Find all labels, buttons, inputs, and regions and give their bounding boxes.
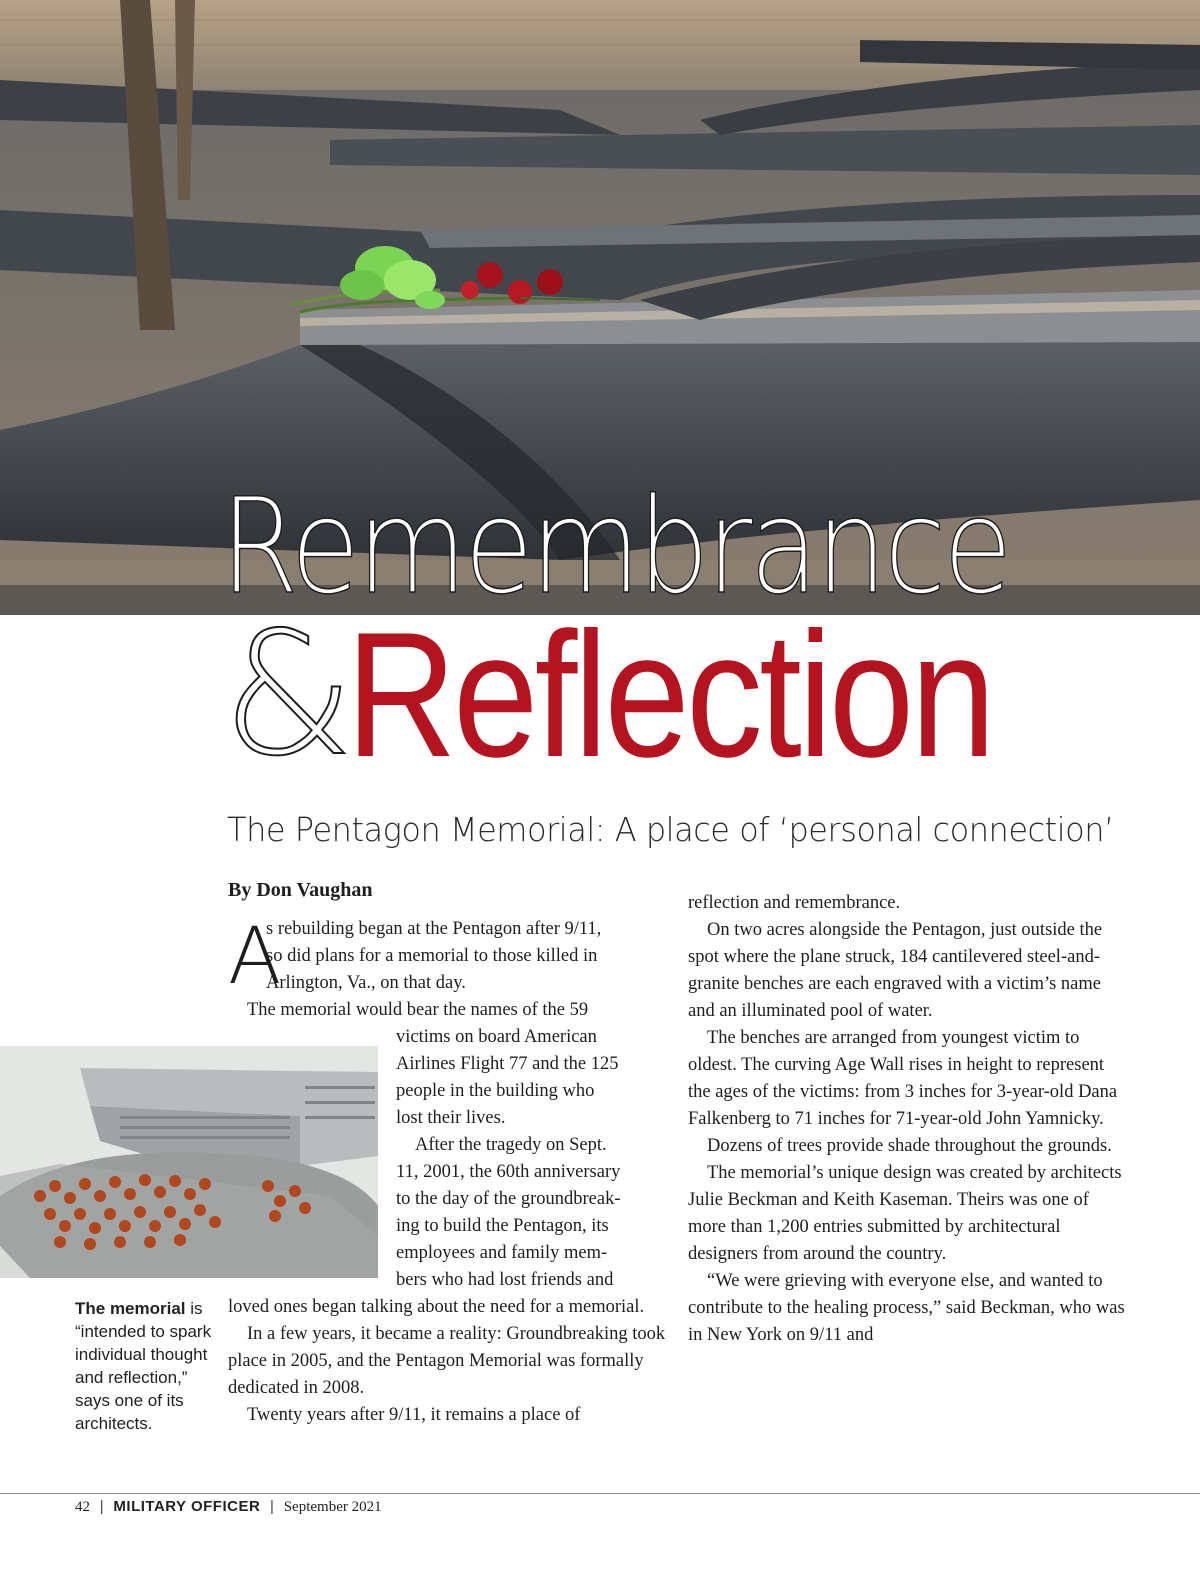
paragraph: In a few years, it became a reality: Groundbreaking took place in 2005, and the Pentagon Memorial was formally dedicated in 2008. <box>228 1324 666 1398</box>
memorial-model-photo <box>0 1046 378 1278</box>
page-number: 42 <box>75 1499 90 1515</box>
memorial-model-illustration <box>0 1046 378 1278</box>
footer-separator: | <box>270 1498 274 1515</box>
text-line: Airlines Flight 77 and the 125 <box>396 1054 619 1074</box>
text-line: The memorial would bear the names of the 59 <box>247 1000 589 1020</box>
paragraph: Dozens of trees provide shade throughout the grounds. <box>707 1136 1112 1156</box>
opening-paragraph <box>228 912 666 1002</box>
caption-lead: The memorial <box>75 1299 186 1318</box>
paragraph: On two acres alongside the Pentagon, just outside the spot where the plane struck, 184 cantilevered steel-and-granite benches are each engraved with a victim’s name and an illuminated pool of water. <box>688 920 1103 1021</box>
article-column-2 <box>688 890 1128 1349</box>
title-line-remembrance: Remembrance <box>220 470 1010 624</box>
paragraph: “We were grieving with everyone else, and wanted to contribute to the healing process,” said Beckman, who was in New York on 9/11 and <box>688 1271 1125 1345</box>
text-line: so did plans for a memorial to those killed in <box>266 946 598 966</box>
subtitle: The Pentagon Memorial: A place of ‘personal connection’ <box>227 810 1114 849</box>
magazine-name: MILITARY OFFICER <box>113 1498 261 1515</box>
text-line: lost their lives. <box>396 1108 506 1128</box>
title-reflection-word: Reflection <box>346 595 993 794</box>
text-line: employees and family mem- <box>396 1243 608 1263</box>
footer-divider <box>0 1493 1200 1494</box>
photo-caption <box>75 1297 215 1435</box>
text-line: s rebuilding began at the Pentagon after 9/11, <box>266 919 602 939</box>
footer-separator: | <box>99 1498 104 1515</box>
page-footer <box>75 1497 382 1517</box>
text-line: 11, 2001, the 60th anniversary <box>396 1162 621 1182</box>
drop-cap: A <box>228 912 282 1002</box>
paragraph: Twenty years after 9/11, it remains a place of <box>247 1405 581 1425</box>
caption-text: is “intended to spark individual thought and reflection,” says one of its architects. <box>75 1299 212 1433</box>
text-line: Arlington, Va., on that day. <box>266 973 466 993</box>
paragraph: reflection and remembrance. <box>688 893 901 913</box>
paragraph: loved ones began talking about the need for a memorial. <box>228 1297 645 1317</box>
text-line: victims on board American <box>396 1027 597 1047</box>
text-line: to the day of the groundbreak- <box>396 1189 621 1209</box>
text-line: ing to build the Pentagon, its <box>396 1216 609 1236</box>
title-ampersand: & <box>222 596 355 794</box>
issue-date: September 2021 <box>283 1499 382 1515</box>
text-line: After the tragedy on Sept. <box>415 1135 607 1155</box>
paragraph: The benches are arranged from youngest victim to oldest. The curving Age Wall rises in height to represent the ages of the victims: from 3 inches for 3-year-old Dana Falkenberg to 71 inches for 71-year-old John Yamnicky. <box>688 1028 1118 1129</box>
text-line: bers who had lost friends and <box>396 1270 614 1290</box>
byline: By Don Vaughan <box>228 879 373 901</box>
paragraph: The memorial’s unique design was created by architects Julie Beckman and Keith Kaseman. Theirs was one of more than 1,200 entries submitted by architectural designers from around the country. <box>688 1163 1122 1264</box>
text-line: people in the building who <box>396 1081 595 1101</box>
